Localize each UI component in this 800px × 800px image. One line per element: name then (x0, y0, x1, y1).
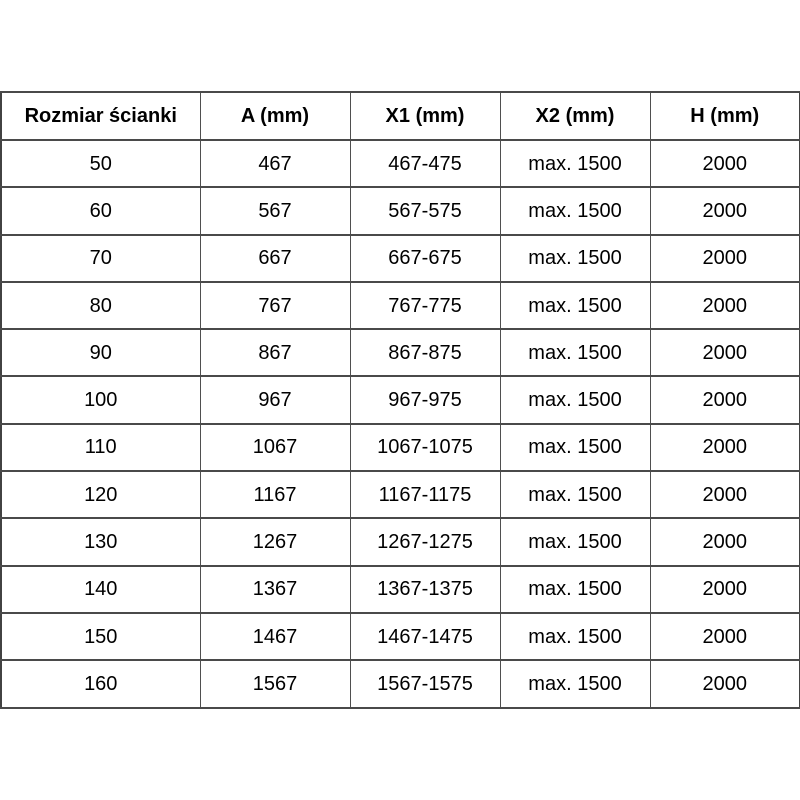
table-cell: 2000 (650, 471, 800, 518)
table-row (1, 613, 800, 660)
table-row (1, 187, 800, 234)
table-cell: 110 (1, 424, 200, 471)
table-cell: 967 (200, 376, 350, 423)
table-cell: 140 (1, 566, 200, 613)
table-cell: 120 (1, 471, 200, 518)
table-cell: 1167-1175 (350, 471, 500, 518)
table-cell: 150 (1, 613, 200, 660)
table-header-row (1, 92, 800, 140)
table-cell: 2000 (650, 566, 800, 613)
table-cell: max. 1500 (500, 566, 650, 613)
table-row (1, 471, 800, 518)
table-cell: 160 (1, 660, 200, 707)
dimensions-table (0, 91, 800, 709)
column-header: X2 (mm) (500, 92, 650, 140)
table-cell: 90 (1, 329, 200, 376)
table-cell: 60 (1, 187, 200, 234)
table-cell: 667 (200, 235, 350, 282)
table-row (1, 518, 800, 565)
table-cell: max. 1500 (500, 660, 650, 707)
table-cell: max. 1500 (500, 471, 650, 518)
table-cell: 967-975 (350, 376, 500, 423)
table-cell: 1467-1475 (350, 613, 500, 660)
table-cell: 2000 (650, 329, 800, 376)
table-cell: 1567-1575 (350, 660, 500, 707)
table-cell: 1567 (200, 660, 350, 707)
table-cell: 100 (1, 376, 200, 423)
table-row (1, 282, 800, 329)
table-body (1, 140, 800, 708)
table-row (1, 376, 800, 423)
table-row (1, 660, 800, 707)
table-cell: max. 1500 (500, 329, 650, 376)
table-cell: 2000 (650, 660, 800, 707)
table-cell: 467 (200, 140, 350, 187)
table-cell: 767 (200, 282, 350, 329)
table-cell: 50 (1, 140, 200, 187)
table-cell: 767-775 (350, 282, 500, 329)
table-cell: 467-475 (350, 140, 500, 187)
table-cell: 1267-1275 (350, 518, 500, 565)
table-cell: 2000 (650, 235, 800, 282)
table-cell: max. 1500 (500, 518, 650, 565)
table-cell: 2000 (650, 282, 800, 329)
table-cell: 1367 (200, 566, 350, 613)
table-cell: 567 (200, 187, 350, 234)
table-cell: max. 1500 (500, 376, 650, 423)
table-cell: max. 1500 (500, 424, 650, 471)
column-header: Rozmiar ścianki (1, 92, 200, 140)
table-cell: 2000 (650, 424, 800, 471)
table-cell: 2000 (650, 613, 800, 660)
table-cell: 1067-1075 (350, 424, 500, 471)
table-cell: 2000 (650, 376, 800, 423)
table-cell: 2000 (650, 187, 800, 234)
table-cell: max. 1500 (500, 282, 650, 329)
table-cell: 70 (1, 235, 200, 282)
table-cell: 1467 (200, 613, 350, 660)
table-cell: max. 1500 (500, 140, 650, 187)
table-cell: 867 (200, 329, 350, 376)
column-header: X1 (mm) (350, 92, 500, 140)
table-row (1, 140, 800, 187)
table-cell: max. 1500 (500, 235, 650, 282)
table-cell: 1267 (200, 518, 350, 565)
table-cell: max. 1500 (500, 613, 650, 660)
table-cell: 130 (1, 518, 200, 565)
column-header: A (mm) (200, 92, 350, 140)
table-cell: 2000 (650, 518, 800, 565)
column-header: H (mm) (650, 92, 800, 140)
table-cell: 667-675 (350, 235, 500, 282)
table-row (1, 424, 800, 471)
table-row (1, 235, 800, 282)
table-row (1, 566, 800, 613)
table-cell: 567-575 (350, 187, 500, 234)
table-cell: 2000 (650, 140, 800, 187)
table-cell: 80 (1, 282, 200, 329)
table-cell: max. 1500 (500, 187, 650, 234)
page (0, 91, 800, 800)
table-cell: 1367-1375 (350, 566, 500, 613)
table-cell: 867-875 (350, 329, 500, 376)
table-cell: 1167 (200, 471, 350, 518)
table-row (1, 329, 800, 376)
table-cell: 1067 (200, 424, 350, 471)
